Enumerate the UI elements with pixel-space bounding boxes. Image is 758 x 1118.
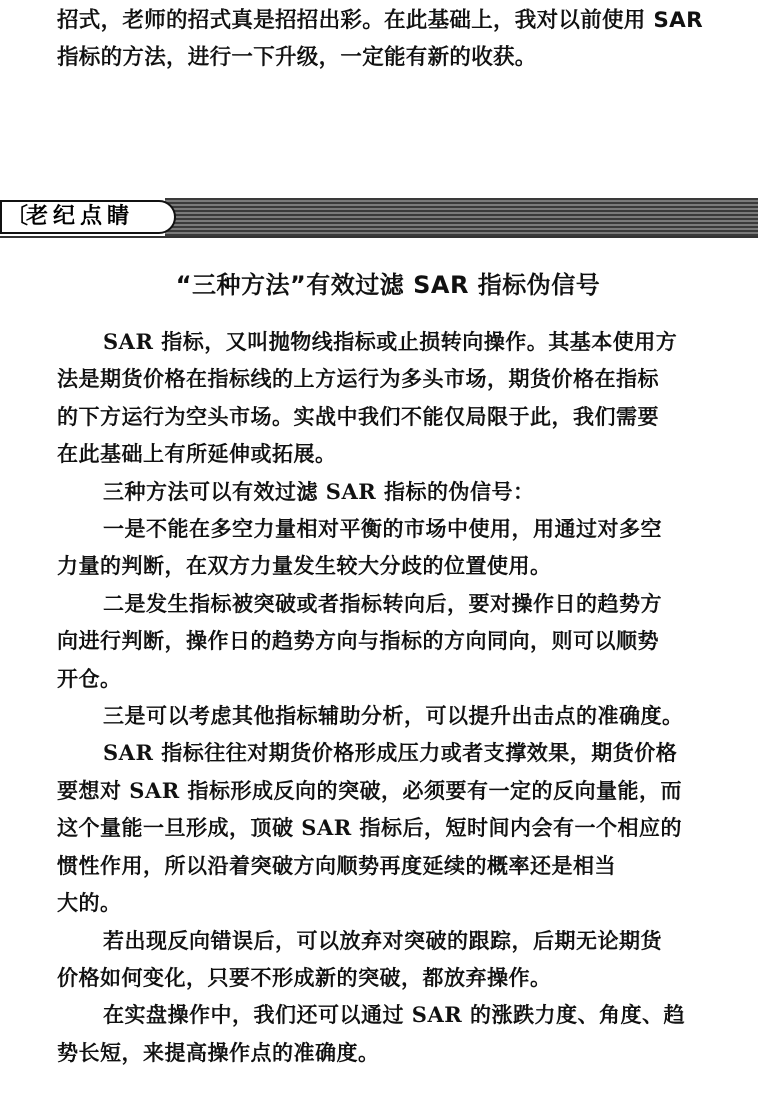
banner-divider bbox=[0, 236, 758, 238]
paragraph-line: 三是可以考虑其他指标辅助分析，可以提升出击点的准确度。 bbox=[103, 703, 684, 729]
paragraph-line: 大的。 bbox=[57, 890, 122, 916]
section-banner bbox=[0, 198, 758, 238]
paragraph-line: 法是期货价格在指标线的上方运行为多头市场，期货价格在指标 bbox=[57, 366, 659, 392]
intro-line: 招式，老师的招式真是招招出彩。在此基础上，我对以前使用 SAR bbox=[57, 8, 703, 33]
paragraph-line: 三种方法可以有效过滤 SAR 指标的伪信号： bbox=[103, 478, 535, 504]
paragraph-line: SAR 指标往往对期货价格形成压力或者支撑效果，期货价格 bbox=[103, 740, 678, 766]
paragraph-line: 的下方运行为空头市场。实战中我们不能仅局限于此，我们需要 bbox=[57, 403, 659, 429]
intro-paragraph bbox=[57, 2, 747, 76]
banner-stripe-decoration bbox=[165, 198, 758, 238]
paragraph-line: 价格如何变化，只要不形成新的突破，都放弃操作。 bbox=[57, 964, 552, 990]
banner-label: 老纪点睛 bbox=[26, 204, 135, 229]
article-title: “三种方法”有效过滤 SAR 指标伪信号 bbox=[175, 271, 601, 299]
paragraph-line: 在实盘操作中，我们还可以通过 SAR 的涨跌力度、角度、趋 bbox=[103, 1002, 686, 1028]
paragraph-line: 这个量能一旦形成，顶破 SAR 指标后，短时间内会有一个相应的 bbox=[57, 815, 683, 841]
paragraph-line: 在此基础上有所延伸或拓展。 bbox=[57, 441, 337, 467]
paragraph-line: 若出现反向错误后，可以放弃对突破的跟踪，后期无论期货 bbox=[103, 927, 662, 953]
paragraph-line: 力量的判断，在双方力量发生较大分歧的位置使用。 bbox=[57, 553, 552, 579]
bracket-icon: 〔 bbox=[6, 204, 34, 229]
paragraph-line: 势长短，来提高操作点的准确度。 bbox=[57, 1039, 380, 1065]
paragraph-line: 向进行判断，操作日的趋势方向与指标的方向同向，则可以顺势 bbox=[57, 628, 659, 654]
intro-line: 指标的方法，进行一下升级，一定能有新的收获。 bbox=[57, 45, 537, 70]
paragraph-line: 一是不能在多空力量相对平衡的市场中使用，用通过对多空 bbox=[103, 516, 662, 542]
paragraph-line: SAR 指标，又叫抛物线指标或止损转向操作。其基本使用方 bbox=[103, 329, 678, 354]
paragraph-line: 惯性作用，所以沿着突破方向顺势再度延续的概率还是相当 bbox=[57, 852, 616, 878]
paragraph-line: 要想对 SAR 指标形成反向的突破，必须要有一定的反向量能，而 bbox=[57, 777, 683, 803]
paragraph-line: 二是发生指标被突破或者指标转向后，要对操作日的趋势方 bbox=[103, 590, 662, 616]
article-body bbox=[57, 323, 747, 1071]
paragraph-line: 开仓。 bbox=[57, 665, 122, 691]
banner-label-box bbox=[0, 200, 176, 234]
